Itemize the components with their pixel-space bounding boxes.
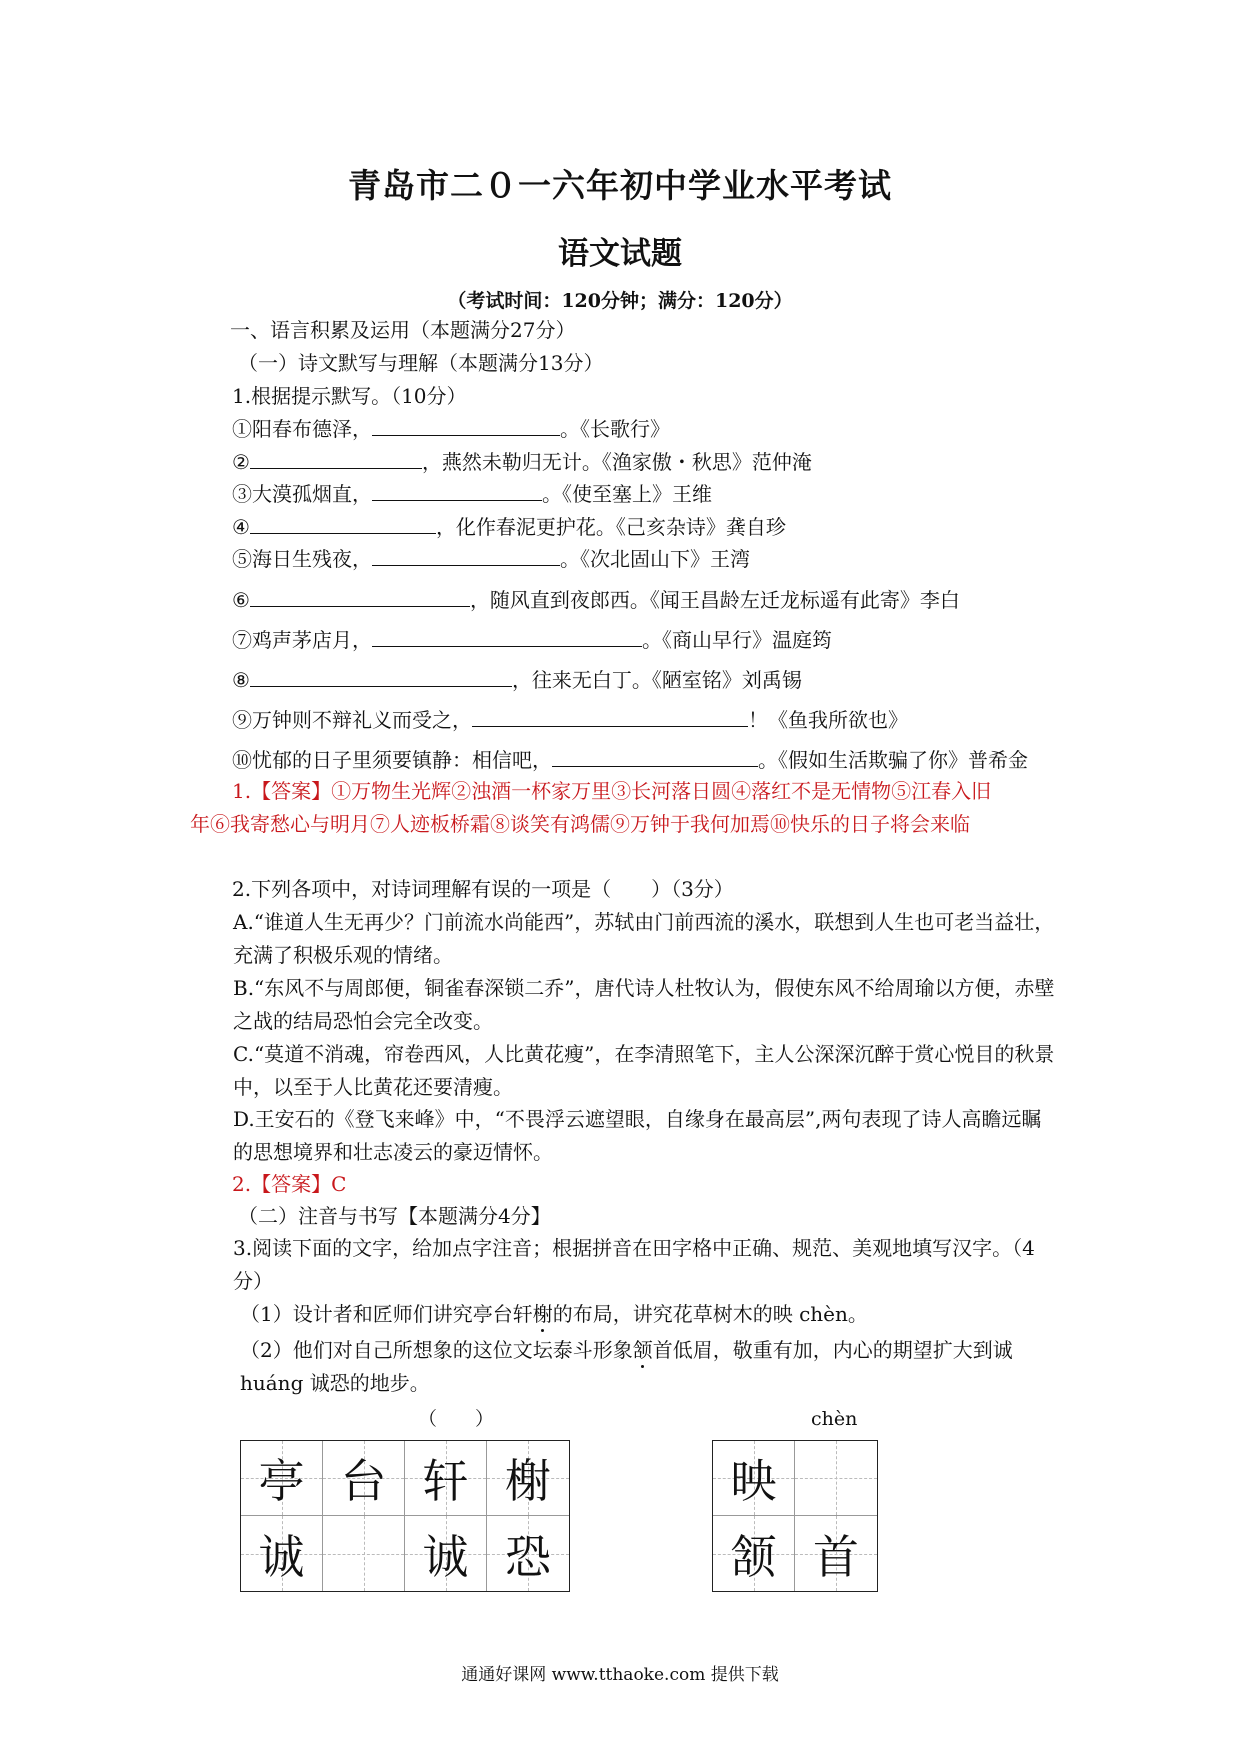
grid-cell: 恐 [487,1516,569,1591]
subsection-heading-1: （一）诗文默写与理解（本题满分13分） [238,351,604,375]
question-2-title: 2.下列各项中，对诗词理解有误的一项是（ ）（3分） [232,877,734,901]
grid-cell: 首 [795,1516,877,1591]
dictation-item: ⑩忧郁的日子里须要镇静：相信吧， 。《假如生活欺骗了你》普希金 [232,744,1028,775]
answer-blank[interactable] [372,624,642,647]
answer-blank[interactable] [250,584,470,607]
grid-cell: 榭 [487,1441,569,1516]
dictation-item: ④ ，化作春泥更护花。《己亥杂诗》龚自珍 [232,511,786,542]
dotted-char: 榭 [532,1302,553,1326]
grid-cell-blank[interactable] [323,1516,405,1591]
tianzige-grid-right [712,1440,878,1592]
question-3-part-1: （1）设计者和匠师们讲究亭台轩榭的布局，讲究花草树木的映 chèn。 [240,1302,868,1326]
question-1-answer-cont: 年⑥我寄愁心与明月⑦人迹板桥霜⑧谈笑有鸿儒⑨万钟于我何加焉⑩快乐的日子将会来临 [190,812,970,836]
question-2-option-a: A.“谁道人生无再少？门前流水尚能西”，苏轼由门前西流的溪水，联想到人生也可老当益壮，充满了积极乐观的情绪。 [233,910,1055,967]
grid-cell: 诚 [405,1516,487,1591]
dictation-item: ③大漠孤烟直， 。《使至塞上》王维 [232,478,712,509]
question-3-part-2: （2）他们对自己所想象的这位文坛泰斗形象颔首低眉，敬重有加，内心的期望扩大到诚 huáng 诚恐的地步。 [240,1338,1013,1395]
grid-cell: 轩 [405,1441,487,1516]
dictation-item: ⑥ ，随风直到夜郎西。《闻王昌龄左迁龙标遥有此寄》李白 [232,584,960,615]
grid-cell-blank[interactable] [795,1441,877,1516]
question-2-answer: 2.【答案】C [232,1172,347,1196]
subsection-heading-2: （二）注音与书写【本题满分4分】 [238,1204,551,1228]
answer-blank[interactable] [372,478,542,501]
dictation-item: ⑦鸡声茅店月， 。《商山早行》温庭筠 [232,624,832,655]
grid-cell: 台 [323,1441,405,1516]
question-1-answer: 1.【答案】①万物生光辉②浊酒一杯家万里③长河落日圆④落红不是无情物⑤江春入旧 [232,779,992,803]
dictation-item: ①阳春布德泽， 。《长歌行》 [232,413,670,444]
dictation-item: ⑧ ，往来无白丁。《陋室铭》刘禹锡 [232,664,802,695]
answer-blank[interactable] [372,543,560,566]
answer-blank[interactable] [250,664,512,687]
question-2-option-b: B.“东风不与周郎便，铜雀春深锁二乔”，唐代诗人杜牧认为，假使东风不给周瑜以方便，赤壁之战的结局恐怕会完全改变。 [233,976,1055,1033]
pinyin-label: chèn [811,1408,858,1430]
question-2-option-c: C.“莫道不消魂，帘卷西风，人比黄花瘦”，在李清照笔下，主人公深深沉醉于赏心悦目的秋景中，以至于人比黄花还要清瘦。 [233,1042,1055,1099]
grid-cell: 诚 [241,1516,323,1591]
page-footer: 通通好课网 www.tthaoke.com 提供下载 [461,1665,779,1685]
tianzige-grid-left [240,1440,570,1592]
answer-blank[interactable] [250,511,436,534]
exam-subtitle: 语文试题 [558,236,682,272]
exam-title: 青岛市二０一六年初中学业水平考试 [348,166,892,205]
grid-cell: 映 [713,1441,795,1516]
dotted-char: 颔 [632,1338,653,1362]
exam-info: （考试时间：120分钟；满分：120分） [447,290,793,312]
answer-blank[interactable] [472,704,748,727]
answer-blank[interactable] [552,744,758,767]
dictation-item: ② ，燕然未勒归无计。《渔家傲・秋思》范仲淹 [232,446,812,477]
question-3-title: 3.阅读下面的文字，给加点字注音；根据拼音在田字格中正确、规范、美观地填写汉字。（4分） [233,1236,1035,1293]
pinyin-paren-blank[interactable]: （ ） [418,1408,495,1430]
question-2-option-d: D.王安石的《登飞来峰》中，“不畏浮云遮望眼，自缘身在最高层”,两句表现了诗人高瞻远瞩的思想境界和壮志凌云的豪迈情怀。 [233,1107,1042,1164]
dictation-item: ⑤海日生残夜， 。《次北固山下》王湾 [232,543,750,574]
question-1-title: 1.根据提示默写。（10分） [232,384,467,408]
grid-cell: 颔 [713,1516,795,1591]
answer-blank[interactable] [372,413,560,436]
grid-cell: 亭 [241,1441,323,1516]
answer-blank[interactable] [250,446,422,469]
dictation-item: ⑨万钟则不辩礼义而受之， ！《鱼我所欲也》 [232,704,908,735]
section-heading: 一、语言积累及运用（本题满分27分） [230,318,576,342]
